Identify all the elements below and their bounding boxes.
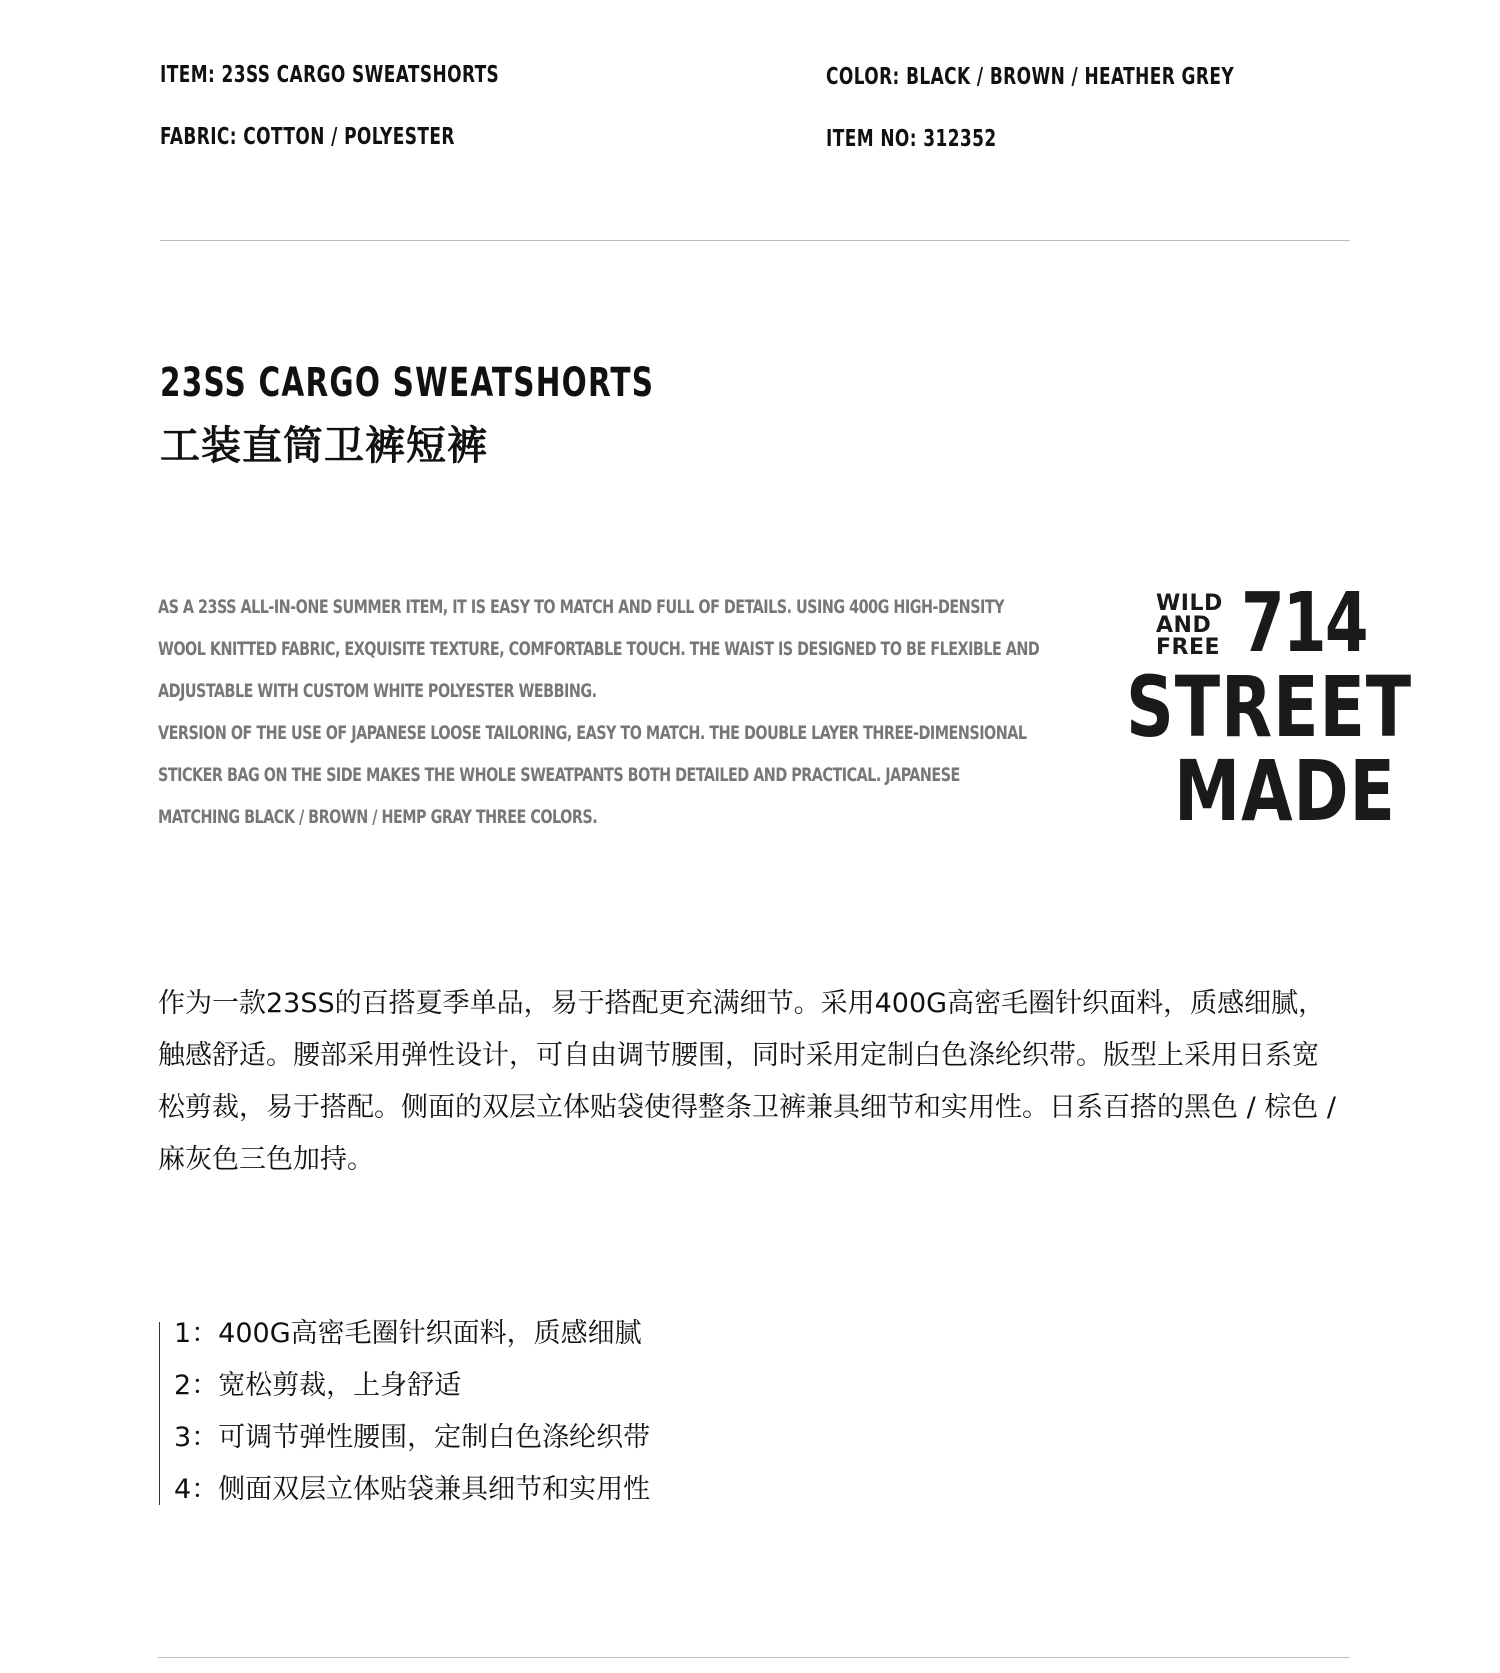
spec-color xyxy=(826,64,1234,90)
bottom-divider xyxy=(158,1657,1350,1658)
description-cn xyxy=(158,978,1338,1186)
logo-street: STREET xyxy=(1126,658,1413,756)
description-cn-paragraph: 作为一款23SS的百搭夏季单品，易于搭配更充满细节。采用400G高密毛圈针织面料，质感细腻，触感舒适。腰部采用弹性设计，可自由调节腰围，同时采用定制白色涤纶织带。版型上采用日系宽松剪裁，易于搭配。侧面的双层立体贴袋使得整条卫裤兼具细节和实用性。日系百搭的黑色 / 棕色 / 麻灰色三色加持。 xyxy=(158,988,1336,1175)
spec-item xyxy=(160,62,499,88)
spec-grid xyxy=(160,56,1350,166)
top-divider xyxy=(160,240,1350,241)
product-title-en: 23SS CARGO SWEATSHORTS xyxy=(160,360,655,406)
description-en-paragraph-1: AS A 23SS ALL-IN-ONE SUMMER ITEM, IT IS EASY TO MATCH AND FULL OF DETAILS. USING 400G HIGH-DENSITY WOOL KNITTED FABRIC, EXQUISITE TEXTURE, COMFORTABLE TOUCH. THE WAIST IS DESIGNED TO BE FLEXIBLE AND ADJUSTABLE WITH CUSTOM WHITE POLYESTER WEBBING. xyxy=(158,596,1040,702)
description-en-paragraph-2: VERSION OF THE USE OF JAPANESE LOOSE TAILORING, EASY TO MATCH. THE DOUBLE LAYER THREE-DIMENSIONAL STICKER BAG ON THE SIDE MAKES THE WHOLE SWEATPANTS BOTH DETAILED AND PRACTICAL. JAPANESE MATCHING BLACK / BROWN / HEMP GRAY THREE COLORS. xyxy=(158,722,1027,828)
spec-fabric-value: COTTON / POLYESTER xyxy=(243,124,455,150)
logo-made: MADE xyxy=(1174,742,1396,840)
spec-item-value: 23SS CARGO SWEATSHORTS xyxy=(221,62,500,88)
spec-color-label: COLOR: xyxy=(826,64,900,90)
feature-item-4: 4：侧面双层立体贴袋兼具细节和实用性 xyxy=(174,1474,651,1505)
logo-line-and: AND xyxy=(1156,613,1212,638)
logo-line-free: FREE xyxy=(1156,635,1221,660)
logo-wild-and-free xyxy=(1156,593,1223,659)
feature-item-3: 3：可调节弹性腰围，定制白色涤纶织带 xyxy=(174,1422,651,1453)
feature-item-2: 2：宽松剪裁，上身舒适 xyxy=(174,1370,462,1401)
spec-fabric xyxy=(160,124,455,150)
spec-fabric-label: FABRIC: xyxy=(160,124,237,150)
brand-logo xyxy=(1124,576,1413,840)
logo-line-wild: WILD xyxy=(1156,591,1223,616)
logo-number: 714 xyxy=(1241,576,1367,671)
description-en xyxy=(158,586,1040,838)
spec-color-value: BLACK / BROWN / HEATHER GREY xyxy=(906,64,1235,90)
product-title-cn: 工装直筒卫裤短裤 xyxy=(160,423,488,469)
feature-list xyxy=(159,1318,651,1505)
spec-item-label: ITEM: xyxy=(160,62,216,88)
spec-item-no-label: ITEM NO: xyxy=(826,126,917,152)
spec-item-no xyxy=(826,126,997,152)
feature-item-1: 1：400G高密毛圈针织面料，质感细腻 xyxy=(174,1318,642,1349)
spec-item-no-value: 312352 xyxy=(923,126,997,152)
